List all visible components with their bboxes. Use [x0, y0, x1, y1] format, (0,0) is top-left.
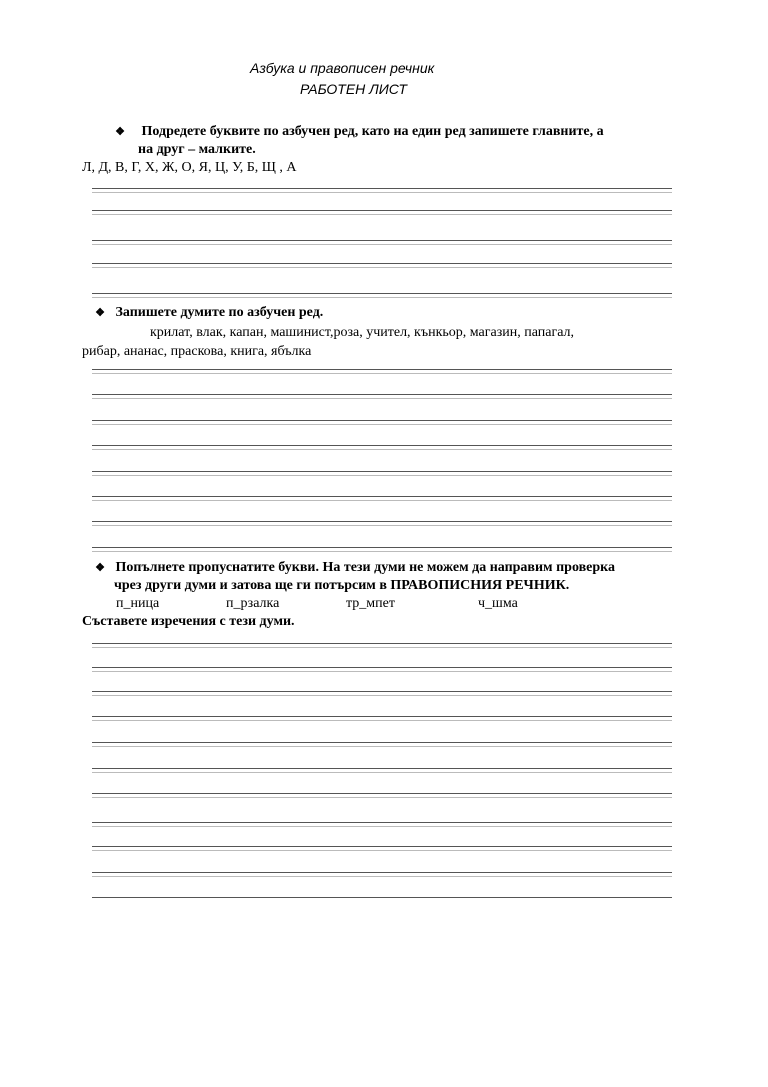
writing-line[interactable]: [92, 872, 672, 878]
writing-line[interactable]: [92, 496, 672, 502]
task1-line2: на друг – малките.: [138, 142, 256, 157]
task2-instruction: [94, 305, 323, 321]
writing-line[interactable]: [92, 691, 672, 697]
writing-line[interactable]: [92, 521, 672, 527]
writing-line[interactable]: [92, 369, 672, 375]
missing-letter-word: ч_шма: [478, 596, 518, 611]
task3-instruction: [94, 560, 615, 576]
task1-line1: Подредете буквите по азбучен ред, като на един ред запишете главните, а: [141, 124, 604, 139]
task2-title: Запишете думите по азбучен ред.: [115, 305, 324, 320]
writing-line[interactable]: [92, 188, 672, 194]
writing-line[interactable]: [92, 742, 672, 748]
writing-line[interactable]: [92, 394, 672, 400]
writing-line[interactable]: [92, 716, 672, 722]
writing-line[interactable]: [92, 822, 672, 828]
task3-line1: Попълнете пропуснатите букви. На тези думи не можем да направим проверка: [115, 560, 616, 575]
page-subtitle: РАБОТЕН ЛИСТ: [300, 81, 407, 97]
task3-sentence-instruction: Съставете изречения с тези думи.: [82, 614, 295, 629]
diamond-bullet-icon: ❖: [95, 562, 105, 574]
writing-line[interactable]: [92, 846, 672, 852]
writing-line[interactable]: [92, 643, 672, 649]
missing-letter-word: п_рзалка: [226, 596, 280, 611]
task2-words-line2: рибар, ананас, праскова, книга, ябълка: [82, 344, 312, 359]
writing-line[interactable]: [92, 263, 672, 269]
writing-line[interactable]: [92, 240, 672, 246]
missing-letter-word: п_ница: [116, 596, 160, 611]
writing-line[interactable]: [92, 445, 672, 451]
writing-line[interactable]: [92, 471, 672, 477]
writing-line[interactable]: [92, 793, 672, 799]
diamond-bullet-icon: ❖: [95, 307, 105, 319]
writing-line[interactable]: [92, 547, 672, 553]
diamond-bullet-icon: ❖: [115, 126, 125, 138]
writing-line[interactable]: [92, 768, 672, 774]
task1-letters: Л, Д, В, Г, Х, Ж, О, Я, Ц, У, Б, Щ , А: [82, 160, 297, 175]
task1-instruction: [114, 124, 604, 140]
task2-words-line1: крилат, влак, капан, машинист,роза, учител, кънкьор, магазин, папагал,: [150, 325, 575, 340]
writing-line[interactable]: [92, 293, 672, 299]
writing-line[interactable]: [92, 897, 672, 903]
page-title: Азбука и правописен речник: [250, 60, 435, 76]
writing-line[interactable]: [92, 420, 672, 426]
writing-line[interactable]: [92, 667, 672, 673]
writing-line[interactable]: [92, 210, 672, 216]
missing-letter-word: тр_мпет: [346, 596, 395, 611]
task3-line2: чрез други думи и затова ще ги потърсим в ПРАВОПИСНИЯ РЕЧНИК.: [114, 578, 570, 593]
